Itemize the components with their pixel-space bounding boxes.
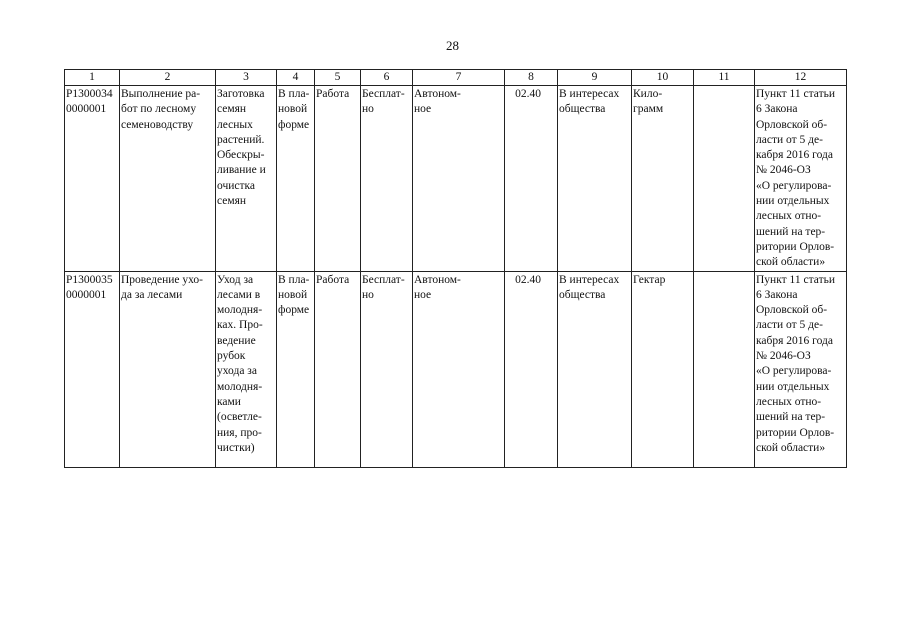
column-number: 7	[413, 70, 505, 86]
column-number: 9	[558, 70, 632, 86]
empty-cell	[694, 86, 755, 272]
type: Работа	[315, 271, 361, 467]
page-number: 28	[446, 38, 459, 53]
work-content: Уход за лесами в молодня- ках. Про- ведение рубок ухода за молодня- ками (осветле- ния, про- чистки)	[216, 271, 277, 467]
type: Работа	[315, 86, 361, 272]
unit: Гектар	[632, 271, 694, 467]
column-number: 3	[216, 70, 277, 86]
okved-code: 02.40	[505, 86, 558, 272]
column-number: 5	[315, 70, 361, 86]
table-header-row	[65, 70, 847, 86]
column-number: 4	[277, 70, 315, 86]
payment: Бесплат- но	[361, 271, 413, 467]
column-number: 1	[65, 70, 120, 86]
legal-basis: Пункт 11 статьи 6 Закона Орловской об- ласти от 5 де- кабря 2016 года № 2046-ОЗ «О регулирова- нии отдельных лесных отно- шений на тер- ритории Орлов- ской области»	[755, 271, 847, 467]
column-number: 12	[755, 70, 847, 86]
delivery-form: В пла- новой форме	[277, 86, 315, 272]
consumers: В интересах общества	[558, 86, 632, 272]
table-row	[65, 271, 847, 467]
consumers: В интересах общества	[558, 271, 632, 467]
institution-type: Автоном- ное	[413, 271, 505, 467]
column-number: 8	[505, 70, 558, 86]
okved-code: 02.40	[505, 271, 558, 467]
unit: Кило- грамм	[632, 86, 694, 272]
work-content: Заготовка семян лесных растений. Обескры- ливание и очистка семян	[216, 86, 277, 272]
column-number: 11	[694, 70, 755, 86]
column-number: 2	[120, 70, 216, 86]
column-number: 6	[361, 70, 413, 86]
registry-code: Р1300034 0000001	[65, 86, 120, 272]
empty-cell	[694, 271, 755, 467]
delivery-form: В пла- новой форме	[277, 271, 315, 467]
service-name: Выполнение ра- бот по лесному семеноводству	[120, 86, 216, 272]
institution-type: Автоном- ное	[413, 86, 505, 272]
registry-code: Р1300035 0000001	[65, 271, 120, 467]
payment: Бесплат- но	[361, 86, 413, 272]
table-row	[65, 86, 847, 272]
legal-basis: Пункт 11 статьи 6 Закона Орловской об- ласти от 5 де- кабря 2016 года № 2046-ОЗ «О регулирова- нии отдельных лесных отно- шений на тер- ритории Орлов- ской области»	[755, 86, 847, 272]
registry-table	[64, 69, 847, 468]
service-name: Проведение ухо- да за лесами	[120, 271, 216, 467]
column-number: 10	[632, 70, 694, 86]
